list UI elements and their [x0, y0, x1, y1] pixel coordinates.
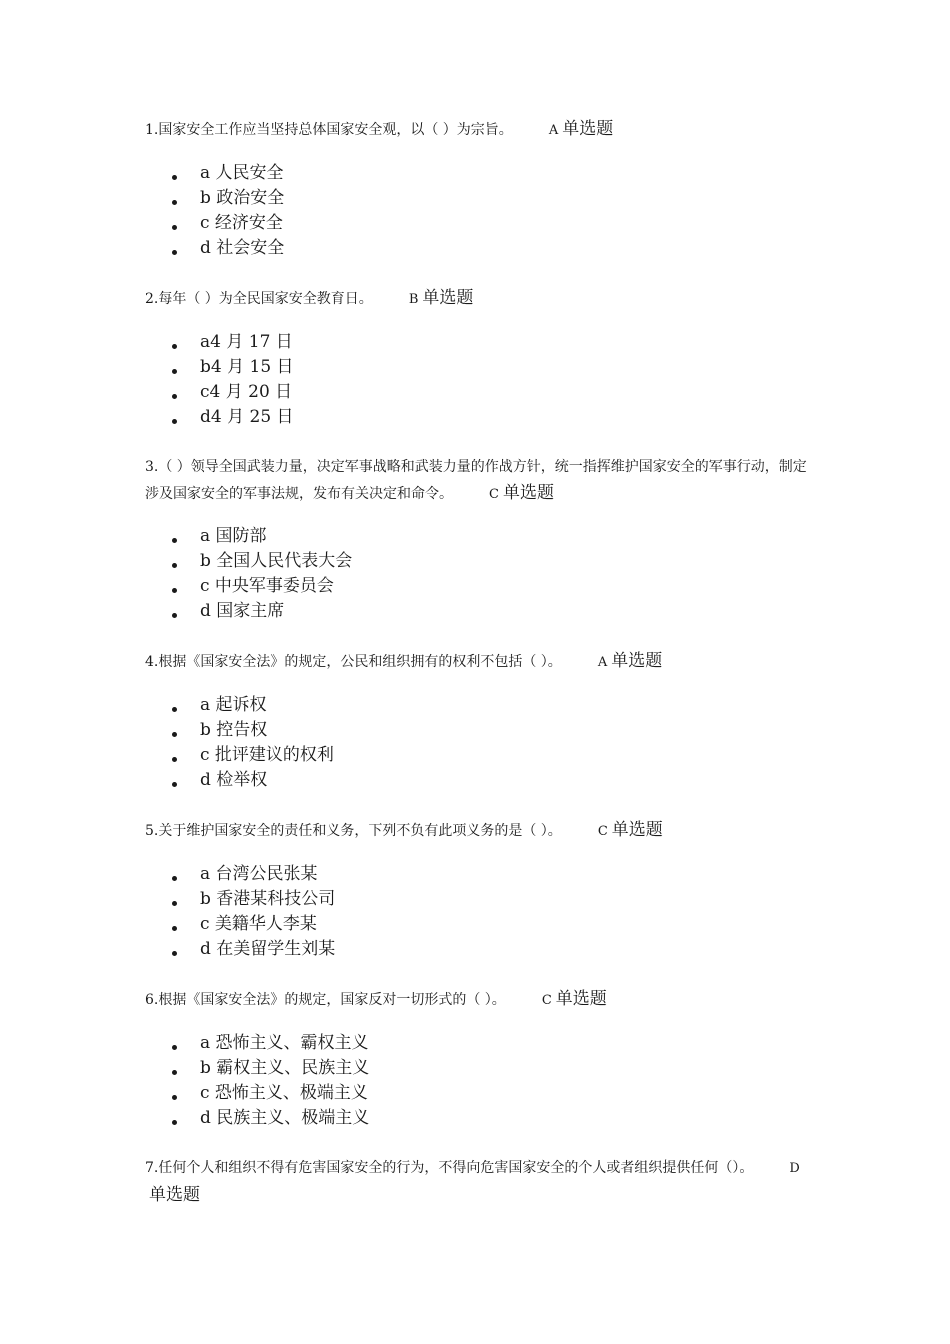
- option-item: [172, 161, 284, 186]
- question-stem: 2.每年（ ）为全民国家安全教育日。: [145, 291, 373, 307]
- option-item: [172, 186, 284, 211]
- option-text: a 起诉权: [200, 695, 267, 715]
- option-item: [172, 718, 334, 743]
- question-2: [145, 285, 815, 313]
- option-item: [172, 937, 335, 962]
- answer-letter: A: [548, 123, 559, 138]
- bullet-icon: [172, 1120, 177, 1125]
- option-item: [172, 1056, 369, 1081]
- question-text: [145, 648, 815, 676]
- option-item: [172, 1031, 369, 1056]
- question-text: [145, 986, 815, 1014]
- question-7: [145, 1155, 815, 1209]
- question-type: 单选题: [611, 651, 663, 671]
- option-text: c 恐怖主义、极端主义: [200, 1083, 368, 1103]
- bullet-icon: [172, 200, 177, 205]
- option-text: c4 月 20 日: [200, 382, 293, 402]
- option-text: d 民族主义、极端主义: [200, 1108, 370, 1128]
- option-item: [172, 1106, 369, 1131]
- question-type: 单选题: [555, 989, 607, 1009]
- option-item: [172, 693, 334, 718]
- question-stem: 5.关于维护国家安全的责任和义务，下列不负有此项义务的是（ ）。: [145, 823, 562, 839]
- question-6: [145, 986, 815, 1014]
- bullet-icon: [172, 901, 177, 906]
- bullet-icon: [172, 369, 177, 374]
- answer-letter: B: [408, 292, 419, 307]
- option-item: [172, 574, 352, 599]
- bullet-icon: [172, 1045, 177, 1050]
- bullet-icon: [172, 175, 177, 180]
- option-text: c 美籍华人李某: [200, 914, 317, 934]
- option-text: b 霸权主义、民族主义: [200, 1058, 370, 1078]
- option-text: a4 月 17 日: [200, 332, 293, 352]
- question-type: 单选题: [611, 820, 663, 840]
- option-text: a 恐怖主义、霸权主义: [200, 1033, 369, 1053]
- question-stem: 7.任何个人和组织不得有危害国家安全的行为，不得向危害国家安全的个人或者组织提供任何（）。: [145, 1160, 754, 1176]
- question-1: [145, 116, 815, 144]
- bullet-icon: [172, 757, 177, 762]
- option-text: c 批评建议的权利: [200, 745, 334, 765]
- option-text: b 全国人民代表大会: [200, 551, 353, 571]
- option-text: d 社会安全: [200, 238, 285, 258]
- option-text: b4 月 15 日: [200, 357, 294, 377]
- question-stem: 6.根据《国家安全法》的规定，国家反对一切形式的（ ）。: [145, 992, 506, 1008]
- question-text: [145, 1155, 815, 1209]
- option-text: b 政治安全: [200, 188, 285, 208]
- option-item: [172, 599, 352, 624]
- bullet-icon: [172, 1070, 177, 1075]
- question-text: [145, 116, 815, 144]
- bullet-icon: [172, 951, 177, 956]
- bullet-icon: [172, 588, 177, 593]
- bullet-icon: [172, 250, 177, 255]
- bullet-icon: [172, 394, 177, 399]
- option-item: [172, 211, 284, 236]
- option-text: a 台湾公民张某: [200, 864, 318, 884]
- answer-letter: C: [597, 824, 608, 839]
- question-type: 单选题: [562, 119, 614, 139]
- option-item: [172, 912, 335, 937]
- question-stem: 4.根据《国家安全法》的规定，公民和组织拥有的权利不包括（ ）。: [145, 654, 562, 670]
- option-list-1: [172, 161, 284, 261]
- option-text: d4 月 25 日: [200, 407, 294, 427]
- option-item: [172, 862, 335, 887]
- answer-letter: D: [789, 1161, 800, 1176]
- option-text: b 控告权: [200, 720, 268, 740]
- bullet-icon: [172, 707, 177, 712]
- option-list-4: [172, 693, 334, 793]
- bullet-icon: [172, 419, 177, 424]
- question-type: 单选题: [149, 1185, 200, 1205]
- option-item: [172, 330, 294, 355]
- question-5: [145, 817, 815, 845]
- option-item: [172, 405, 294, 430]
- bullet-icon: [172, 732, 177, 737]
- question-4: [145, 648, 815, 676]
- option-list-5: [172, 862, 335, 962]
- answer-letter: C: [489, 487, 499, 502]
- question-text: [145, 817, 815, 845]
- question-text: [145, 454, 815, 508]
- bullet-icon: [172, 876, 177, 881]
- option-item: [172, 887, 335, 912]
- option-list-2: [172, 330, 294, 430]
- option-text: b 香港某科技公司: [200, 889, 336, 909]
- option-text: a 人民安全: [200, 163, 284, 183]
- question-stem: 1.国家安全工作应当坚持总体国家安全观，以（ ）为宗旨。: [145, 122, 513, 138]
- option-text: c 经济安全: [200, 213, 283, 233]
- option-list-3: [172, 524, 352, 624]
- option-item: [172, 355, 294, 380]
- answer-letter: C: [541, 993, 552, 1008]
- option-text: d 检举权: [200, 770, 268, 790]
- option-item: [172, 380, 294, 405]
- bullet-icon: [172, 538, 177, 543]
- question-type: 单选题: [502, 483, 554, 503]
- option-item: [172, 549, 352, 574]
- option-text: d 在美留学生刘某: [200, 939, 336, 959]
- option-item: [172, 524, 352, 549]
- bullet-icon: [172, 926, 177, 931]
- option-item: [172, 236, 284, 261]
- bullet-icon: [172, 225, 177, 230]
- option-text: a 国防部: [200, 526, 267, 546]
- option-item: [172, 1081, 369, 1106]
- option-text: d 国家主席: [200, 601, 285, 621]
- bullet-icon: [172, 613, 177, 618]
- question-stem: 3.（ ）领导全国武装力量，决定军事战略和武装力量的作战方针，统一指挥维护国家安全的军事行动，制定涉及国家安全的军事法规，发布有关决定和命令。: [145, 459, 807, 502]
- question-3: [145, 454, 815, 508]
- option-text: c 中央军事委员会: [200, 576, 334, 596]
- bullet-icon: [172, 782, 177, 787]
- option-list-6: [172, 1031, 369, 1131]
- question-text: [145, 285, 815, 313]
- bullet-icon: [172, 344, 177, 349]
- answer-letter: A: [597, 655, 608, 670]
- question-type: 单选题: [422, 288, 474, 308]
- bullet-icon: [172, 563, 177, 568]
- option-item: [172, 743, 334, 768]
- bullet-icon: [172, 1095, 177, 1100]
- option-item: [172, 768, 334, 793]
